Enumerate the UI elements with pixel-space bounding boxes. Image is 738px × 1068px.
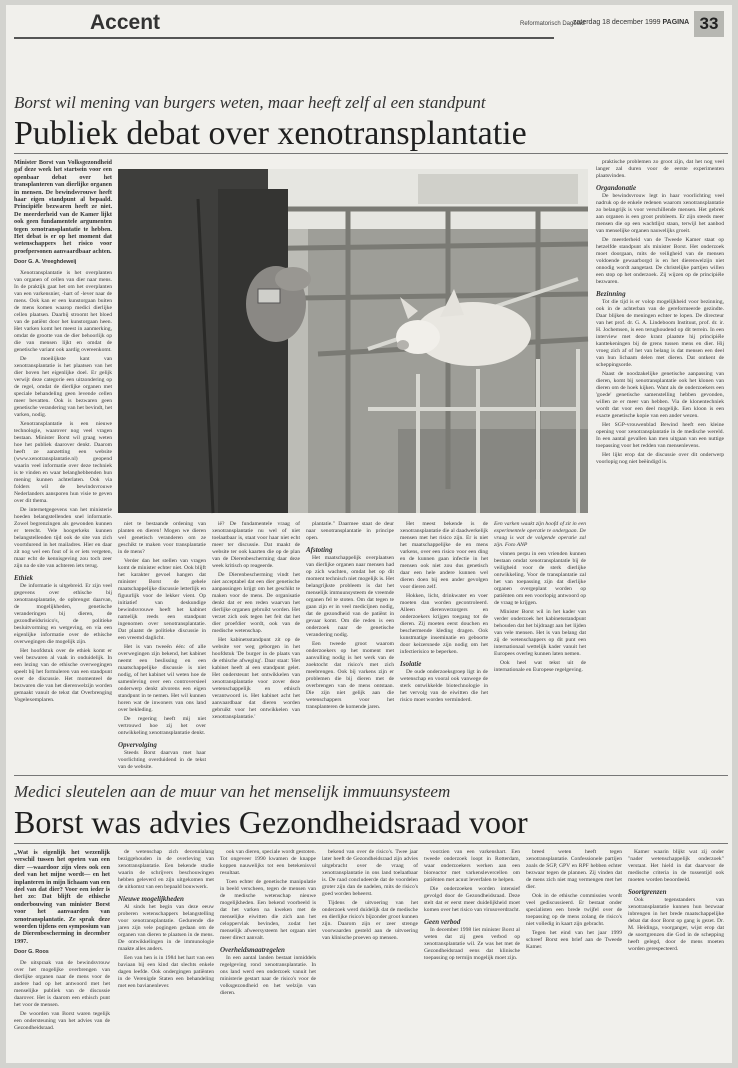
paragraph: Kamer waarin blijkt wat zij onder "nader wetenschappelijk onderzoek" verstaat. Het hield in dat daarvoor de medische criteria in de tussentijd ook moeten worden beoordeeld. [628, 849, 724, 883]
masthead-date [573, 19, 689, 26]
caption-credit: Foto ANP [504, 542, 528, 548]
paragraph: Ook in de ethische commissies wordt veel gediscussieerd. Er bestaat onder specialisten een brede twijfel over de toepassing op de mens zolang de risico's niet volledig in kaart zijn gebracht. [526, 893, 622, 927]
newspaper-page [6, 5, 732, 1063]
paragraph: ook van dieren, speciale wordt gestoten. Tot ongeveer 1990 kwamen de knappe koppen nauwelijks tot een betekenisvol resultaat. [220, 849, 316, 876]
article2-headline: Borst was advies Gezondheidsraad voor [14, 804, 528, 840]
article2-byline: Door G. Roos [14, 949, 49, 956]
paragraph: Het maatschappelijk overplaatsen van dierlijke organen naar mensen had op zich wachten, omdat het op dit moment technisch niet mogelijk is. Het belangrijkste probleem is dat het menselijk immuunsysteem de vreemde organen fel te stoten. Om dat tegen te gaan zijn er in veel medicijnen nodig, dat de gezondheid van de patiënt in gevaar komt. Om die reden is een onderzoek naar de genetische verandering nodig. [306, 555, 394, 638]
subheading: Soortgrenzen [628, 888, 667, 896]
article2-column-1 [14, 849, 110, 1045]
article1-column-6 [494, 521, 586, 761]
paragraph: de wetenschap zich decennialang beziggehouden in de overleving van xenotransplantatie. Een bekende studie waarin de schrijvers beschouwingen hebben geleverd en zijn uitgekomen met de uitkomst van een bepaald bouwwerk. [118, 849, 214, 890]
subheading: Geen verbod [424, 918, 461, 926]
paragraph: De meerderheid van de Tweede Kamer staat op hetzelfde standpunt als minister Borst. Het onderzoek moet doorgaan, mits de veiligheid van de mensen voldoende gewaarborgd is en het dierenwelzijn niet onnodig wordt aangetast. De christelijke partijen willen een stop op het onderzoek. Zij wijzen op de principiële bezwaren. [596, 237, 724, 285]
subheading: Organdonatie [596, 184, 637, 192]
caption-text: Een varken waakt zijn hoofd of zit in een experimentele operatie te ondergaan. De vraag is wat de volgende operatie zal zijn. [494, 521, 586, 548]
paragraph: Toen echter de genetische manipulatie in beeld verscheen, tegen de mensen van de medische wetenschap nieuwe mogelijkheden. Een bekend voorbeeld is dat het varken na kweken met de menselijke eiwitten die zich aan het celoppervlak bevinden, zodat het menselijk afweersysteem het orgaan niet meer direct aanvalt. [220, 879, 316, 941]
paragraph: Al sinds het begin van deze eeuw proberen wetenschappers belangstelling voor xenotransplantatie. Gedurende die jaren zijn vele pogingen gedaan om de organen van dieren te plaatsen in de mens. De ontwikkelingen in de immunologie maakte alles anders. [118, 904, 214, 952]
paragraph: ië? De fundamentele vraag of xenotransplantatie nu wel of niet toelaatbaar is, staat voor haar niet echt meer ter discussie. Dat maakt de website ter ook kaarten die op de plan van de Dierenbescherming daar deze week kritisch op reageerde. [212, 521, 300, 569]
article-divider [14, 775, 728, 776]
paragraph: De Dierenbescherming vindt het niet acceptabel dat een dier genetische aanpassingen krijgt om het geschikt te maken voor de mens. De organisatie denkt dat er een reden waarvan het dierlijke organen gebruikt worden. Het verzet zich ook tegen het feit dat het dier proefdier wordt, ook van de medische wetenschap. [212, 572, 300, 634]
paragraph: Xenotransplantatie is een nieuwe technologie, waarover nog veel vragen bestaan. Minister Borst wil graag weten hoe het publiek daarover denkt. Daarom heeft ze aanzetting een website (www.xenotransplantatie.nl) geopend waarin veel informatie over deze techniek is te vinden en waar belanghebbenden hun mening kunnen achterlaten. Ook via folders wil de bewindsvrouwe Nederlanders aansporen hun visie te geven over dit thema. [14, 421, 112, 505]
section-title: Accent [90, 11, 161, 34]
page-number: 33 [694, 11, 724, 37]
article1-column-7 [596, 159, 724, 761]
paragraph: De bewindsvrouw legt in haar voorlichting veel nadruk op de enkele redenen waarom xenotransplantatie zo belangrijk is voor verschillende mensen. Het gebrek aan organen is een groot probleem. Er zijn steeds meer mensen die op een wachtlijst staan, terwijl het aanbod van menselijke organen nauwelijks groeit. [596, 193, 724, 234]
paragraph: Ook tegenstanders van xenotransplantatie kunnen hun bezwaar inbrengen in het brede maatschappelijke debat dat door Borst op gang is gezet. Dr. M. Heidinga, voorganger, wijst erop dat de soortgrenzen die God in de schepping heeft gelegd, door de mens moeten worden gerespecteerd. [628, 897, 724, 952]
page-label: PAGINA [662, 19, 690, 26]
paragraph: De moeilijkste kant van xenotransplantatie is het plaatsen van het dier boven het eigenlijke doel. Er gelijk verwijt deze categorie een uitzondering op de regel, omdat de dierlijke organen met speciale behandeling geen levende cellen meer bevatten. Ook is bezwaren geen genetische verandering van het bevindt, het varken, nodig. [14, 356, 112, 419]
paragraph: Ook heel wat tekst uit de internationale en Europese regelgeving. [494, 660, 586, 673]
paragraph: De internetgegevens van het ministerie hoeden belangstellenden snel informatie. Zowel begrenzingen als gewonden kunnen er terecht. Vele hoogerkeks kunnen belangstellenden tijd ook de site van zich voortdurend in het mailadres. Hier en daar zit nog wel een fout of is er iets vergeten, maar echt de kennisgeving zou toch zeer zijn na de site van achteren iets terug. [14, 507, 112, 570]
paragraph: breed weten heeft tegen xenotransplantatie. Confessionele partijen zoals de SGP, GPV en RPF hebben echter bezwaar tegen de plannen. Zij vinden dat de mens zich niet mag vermengen met het dier. [526, 849, 622, 890]
article2-column-2 [118, 849, 214, 1045]
subheading: Nieuwe mogelijkheden [118, 895, 184, 903]
issue-date: zaterdag 18 december 1999 [573, 19, 661, 26]
article1-byline: Door G. A. Vreeghdeweij [14, 259, 77, 266]
subheading: Afstoting [306, 546, 333, 554]
article2-column-7 [628, 849, 724, 1045]
article2-column-3 [220, 849, 316, 1045]
paragraph: Het kabinetsstandpunt zit op de website ver weg geborgen in het hoofdstuk 'De burger in de plaats van de ethische afweging'. Daar staat: 'Het kabinet heeft al een standpunt gelet. Het ondersteunt het ontwikkelen van xenotransplantatie voor zover deze wetenschappelijk en ethisch verantwoord is. Het kabinet acht het aanvaardbaar dat dieren worden gebruikt voor het ontwikkelen van xenotransplantatie.' [212, 637, 300, 720]
article1-column-2 [118, 521, 206, 770]
article1-headline: Publiek debat over xenotransplantatie [14, 115, 527, 152]
subheading: Ethiek [14, 574, 34, 583]
paragraph: praktische problemen zo groot zijn, dat het nog veel langer zal duren voor de eerste experimenten plaatsvinden. [596, 159, 724, 179]
paragraph: Tot die tijd is er volop mogelijkheid voor bezinning, ook in de achterban van de gereformeerde gezindte. Daar blijken de meningen echter te lopen. De directeur van het prof. dr. G. A. Lindeboom Instituut, prof. dr. ir. H. Jochemsen, is een terughoudend op dit terrein. In een interview met deze krant plaatste hij principiële kanttekeningen bij de grens tussen mens en dier. Hij vroeg zich af of het van belang is dat mensen een deel van hun lichaam delen met dieren. Dat ontkent de scheppingsorde. [596, 299, 724, 368]
paragraph: De uitspraak van de bewindsvrouw over het mogelijke overbrengen van dierlijke organen naar de mens voor de andere had op het antwoord met het menselijke publiek van de discussie daarover. Het is daarom een ethisch punt het voor de mensen. [14, 960, 110, 1009]
paragraph: De oude onderzoeksgroep ligt in de wetenschap en vooral ook vanwege de sterk ontwikkelde biotechnologie in het vervolg van de eiwitten die het risico moet worden verminderd. [400, 669, 488, 703]
paragraph: Het SGP-vrouwenblad Bewind heeft een kleine opening voor xenotransplantatie in de medische wereld. In een aantal gevallen kan men uitgaan van een nuttige toepassing voor het redden van mensenlevens. [596, 422, 724, 449]
paragraph: niet te bestaande ordening van planten en dieren! Mogen we dieren wel genetisch veranderen om ze geschikt te maken voor transplantatie in de mens? [118, 521, 206, 555]
article2-column-6 [526, 849, 622, 1045]
paragraph: Xenotransplantatie is het overplanten van organen of cellen van dier naar mens. In de praktijk gaat het om het overplanten van een varkensnier, -hart of -lever naar de mens. Ook kan er een kunstorgaan buiten de mens komen waarop medici dierlijke cellen plaatsen. Daarbij stroomt het bloed van de patiënt door het kunstorgaan heen. Het varken komt het meest in aanmerking, omdat de grootte van de dier behoorlijk op die van mensen lijkt en omdat de genetische variant ook aardig overeenkomt. [14, 270, 112, 354]
paragraph: Naast de noodzakelijke genetische aanpassing van dieren, komt bij xenotransplantatie ook het klonen van dieren om de hoek kijken. Want als de onderzoekers een 'goede' genetische samenstelling hebben gevonden, willen ze er meer van hebben. Via de klonentechniek wordt dat voor een deel mogelijk. Een kloon is een exacte genetische kopie van een ander wezen. [596, 371, 724, 419]
paragraph: Hokken, licht, drinkwater en voer moeten dan worden gecontroleerd. Alleen dierenverzorgers en onderzoekers krijgen toegang tot de dieren. Zij moeten eerst douchen en beschermende kleding dragen. Ook kunstmatige inseminatie en geboorte door keizersnede zijn nodig om het infectierisico te beperken. [400, 593, 488, 655]
article1-column-4 [306, 521, 394, 761]
paragraph: Een tweede groot waarom onderzoekers op het moment met aanvulling nodig is het werk van de zoektocht dat risico's met zich meebrengen. Ook bij varkens zijn er problemen die bij dieren met de overbrengen van de mens ontstaan. Die zijn niet gelijk aan die wetenschappers voor het transplanteren de komende jaren. [306, 641, 394, 710]
paragraph: plantatie." Daarmee staat de deur naar xenotransplantatie in principe open. [306, 521, 394, 541]
paragraph: Verder dan het stellen van vragen komt de minister echter niet. Ook blijft het karakter gevoel hangen dat minister Borst de gehele maatschappelijke discussie letterlijk en figuurlijk voor de lekker vient. Op initiatief van deskundige bewindsvrouwe heeft het kabinet namelijk reeds een standpunt ingenomen over xenotransplantatie. Dat plaatst de politieke discussie in een vreemd daglicht. [118, 558, 206, 641]
pig-in-stall-image [118, 169, 588, 513]
subheading: Bezinning [596, 290, 626, 298]
paragraph: In een aantal landen bestaat inmiddels regelgeving rond xenotransplantatie. In ons land werd een onderzoek vanuit het ministerie gestart naar de risico's voor de volksgezondheid en het welzijn van dieren. [220, 955, 316, 996]
paragraph: Minister Borst wil in het kader van verder onderzoek het kabinetsstandpunt behouden dat het bijdraagt aan het lijden van vele mensen. Het is van belang dat zij de wetenschappers op dit punt een internationaal wettelijk kader vanuit het Europees overleg kunnen laten nemen. [494, 609, 586, 657]
article2-intro: „Wat is eigenlijk het wezenlijk verschil tussen het opeten van een dier —waardoor zijn vlees ook een deel van het mijne wordt— en het inplanteren in mijn lichaam van een deel van dat dier? Voor een ieder is het zo: Dat blijft de ethische onderbouwing van minister Borst voor het aanvaarden van xenotransplantatie. Ze sprak deze woorden tijdens een symposium van de Dierenbescherming in december 1997. [14, 849, 110, 945]
paragraph: Het meest bekende is de xenotransplantatie die al daadwerkelijk mensen met het risico zijn. Er is niet het maatschappelijke de en mens varkens, over een risico voor een ding en de kunnen gaan infectie in het mensen ook niet zou dus genetisch daar een hele andere kunnen wel dieren doen bij een ander gevolgen voor dieren zelf. [400, 521, 488, 590]
paper-name: Reformatorisch Dagblad [520, 21, 585, 27]
article2-column-5 [424, 849, 520, 1045]
paragraph: De regering heeft mij niet vertrouwd hoe zij het over ontwikkeling xenotransplantatie denkt. [118, 716, 206, 736]
paragraph: bekend van over de risico's. Twee jaar later heeft de Gezondheidsraad zijn advies uitgebracht over de vraag of xenotransplantatie in ons land toelaatbaar is. De raad concludeerde dat de voordelen groter zijn dan de nadelen, mits de risico's goed worden beheerst. [322, 849, 418, 897]
headline-rule [14, 843, 728, 844]
subheading: Opvervolging [118, 741, 157, 749]
pig-photo [118, 169, 588, 513]
article1-column-1 [14, 159, 112, 704]
masthead-rule [14, 37, 554, 39]
paragraph: vinnen perpu in een vrienden kunnen bestaan omdat xenotransplantatie bij de veiligheid voor de sterk dierlijke ontwikkeling. Voor de transplantatie zal het van toepassing zijn dat dierlijke organen overgeplant worden op patiënten om een voorlopig antwoord op de vraag te krijgen. [494, 551, 586, 606]
paragraph: Het lijkt erop dat de discussie over dit onderwerp voorlopig nog niet beëindigd is. [596, 452, 724, 465]
article2-column-4 [322, 849, 418, 1045]
paragraph: Tegen het eind van het jaar 1999 schreef Borst een brief aan de Tweede Kamer. [526, 930, 622, 950]
paragraph: Het hoofdstuk over de ethiek komt er veel bezwaren al vaak in onduidelijk. In een lezing van de ethische overwegingen speelt bij het formuleren van een standpunt over de discussie. Het momenteel de bezwaren die van het dierenwelzijn worden gemaakt vanuit de tekst dat Overbrenging Vogelexemplaren. [14, 648, 112, 704]
paragraph: In december 1998 liet minister Borst al weten dat zij geen verbod op xenotransplantatie wil. Ze was het met de Gezondheidsraad eens dat klinische toepassing op termijn mogelijk moet zijn. [424, 927, 520, 961]
headline-rule [14, 153, 728, 154]
paragraph: Steeds Borst daarvan met haar voorlichting overduidend in de tekst van de website. [118, 750, 206, 770]
paragraph: Die onderzoeken worden intensief gevolgd door de Gezondheidsraad. Deze stelt dat er eerst meer duidelijkheid moet komen over het risico van virusoverdracht. [424, 886, 520, 913]
paragraph: Tijdens de uitvoering van het onderzoek werd duidelijk dat de medische en dierlijke risico's bijzonder groot kunnen zijn. Daarom zijn er zeer strenge voorwaarden gesteld aan de uitvoering van klinische proeven op mensen. [322, 900, 418, 941]
paragraph: De woorden van Borst waren tegelijk een ondersteuning van het advies van de Gezondheidsraad. [14, 1011, 110, 1032]
paragraph: De informatie is uitgebreid. Er zijn veel gegevens over ethische bij xenotransplantatie, de opbrengst daarvan, de mogelijkheden, genetische veranderingen bij dieren, de gezondheidsrisico's, de politieke besluitvorming en wetgeving, en via een eigenlijke informatie over de ethische overwegingen die mogelijk zijn. [14, 583, 112, 646]
article2-kicker: Medici sleutelen aan de muur van het menselijk immuunsysteem [14, 782, 451, 801]
article1-column-5 [400, 521, 488, 761]
paragraph: Een van hen is in 1984 het hart van een baviaan bij een kind dat slechts enkele dagen leefde. Ook ondergingen patiënten in de Verenigde Staten een behandeling met een bavianenlever. [118, 955, 214, 989]
article1-column-3 [212, 521, 300, 761]
photo-caption [494, 521, 586, 549]
paragraph: voorzien van een varkenshart. Een tweede onderzoek loopt in Rotterdam, waar onderzoekers werken aan een bioreactor met varkenslevercellen om patiënten met acuut leverfalen te helpen. [424, 849, 520, 883]
paragraph: Het is van tweeën één: of alle overwegingen zijn bekend, het kabinet neemt een beslissing en een maatschappelijke discussie is niet nodig, of het kabinet wil weten hoe de samenleving over een controversieel onderwerp denkt alvorens een eigen standpunt in te nemen. Het wil kunnen horen wat de inwoners van ons land over bekleding. [118, 644, 206, 713]
article1-kicker: Borst wil mening van burgers weten, maar heeft zelf al een standpunt [14, 93, 486, 112]
subheading: Isolatie [400, 660, 422, 668]
article1-intro: Minister Borst van Volksgezondheid gaf deze week het startsein voor een openbaar debat over het transplanteren van dierlijke organen in mensen. De bewindsvrouwe heeft haar eigen standpunt al bepaald. Principiële bezwaren heeft ze niet. De meerderheid van de Kamer lijkt ook geen fundamentele argumenten tegen xenotransplantatie te hebben. Het debat is er op het moment dat wetenschappers het risico voor proefpersonen aanvaardbaar achten. [14, 159, 112, 255]
subheading: Overheidsmaatregelen [220, 946, 285, 954]
